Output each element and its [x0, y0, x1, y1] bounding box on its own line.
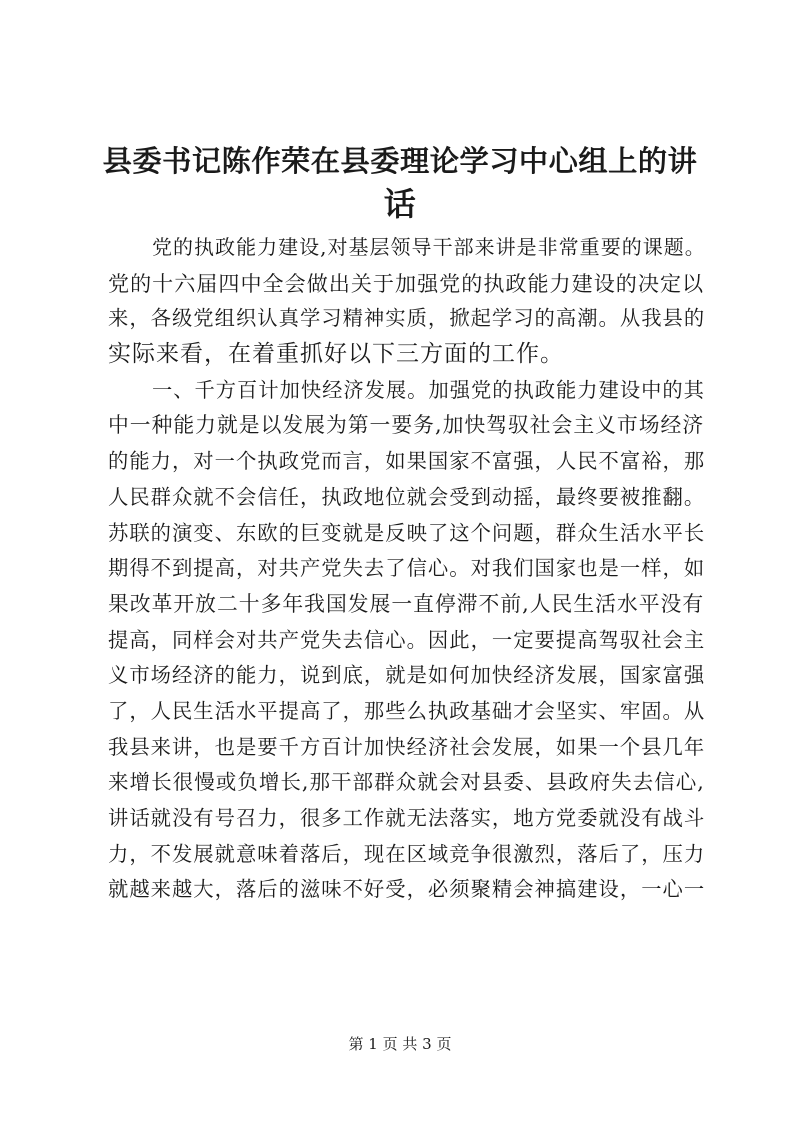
text-line: 党的执政能力建设,对基层领导干部来讲是非常重要的课题。 — [152, 235, 706, 259]
title-line-2: 话 — [383, 185, 417, 223]
text-line: 苏联的演变、东欧的巨变就是反映了这个问题，群众生活水平长 — [108, 520, 706, 545]
text-line: 力，不发展就意味着落后，现在区域竞争很激烈，落后了，压力 — [108, 841, 706, 866]
document-body — [108, 230, 708, 908]
text-line: 来增长很慢或负增长,那干部群众就会对县委、县政府失去信心, — [108, 770, 705, 795]
paragraph-economic-development — [108, 373, 708, 908]
text-line: 就越来越大，落后的滋味不好受，必须聚精会神搞建设，一心一 — [108, 877, 706, 902]
text-line: 党的十六届四中全会做出关于加强党的执政能力建设的决定以 — [108, 270, 705, 296]
text-line: 了，人民生活水平提高了，那些么执政基础才会坚实、牢固。从 — [108, 698, 706, 723]
text-line: 实际来看，在着重抓好以下三方面的工作。 — [108, 341, 564, 368]
text-line: 一、千方百计加快经济发展。加强党的执政能力建设中的其 — [152, 377, 705, 402]
paragraph-intro — [108, 230, 708, 373]
text-line: 的能力，对一个执政党而言，如果国家不富强，人民不富裕，那 — [108, 449, 706, 474]
document-title — [100, 140, 700, 226]
text-line: 讲话就没有号召力，很多工作就无法落实，地方党委就没有战斗 — [108, 806, 706, 830]
title-line-1: 县委书记陈作荣在县委理论学习中心组上的讲 — [102, 144, 698, 178]
text-line: 提高，同样会对共产党失去信心。因此，一定要提高驾驭社会主 — [108, 627, 706, 652]
text-line: 中一种能力就是以发展为第一要务,加快驾驭社会主义市场经济 — [108, 413, 705, 438]
text-line: 我县来讲，也是要千方百计加快经济社会发展，如果一个县几年 — [108, 734, 706, 759]
text-line: 来，各级党组织认真学习精神实质，掀起学习的高潮。从我县的 — [108, 306, 706, 331]
text-line: 人民群众就不会信任，执政地位就会受到动摇，最终要被推翻。 — [108, 484, 706, 509]
text-line: 义市场经济的能力，说到底，就是如何加快经济发展，国家富强 — [108, 663, 706, 688]
text-line: 果改革开放二十多年我国发展一直停滞不前,人民生活水平没有 — [108, 591, 705, 616]
text-line: 期得不到提高，对共产党失去了信心。对我们国家也是一样，如 — [108, 556, 706, 581]
page-number-footer: 第 1 页 共 3 页 — [348, 1035, 452, 1053]
